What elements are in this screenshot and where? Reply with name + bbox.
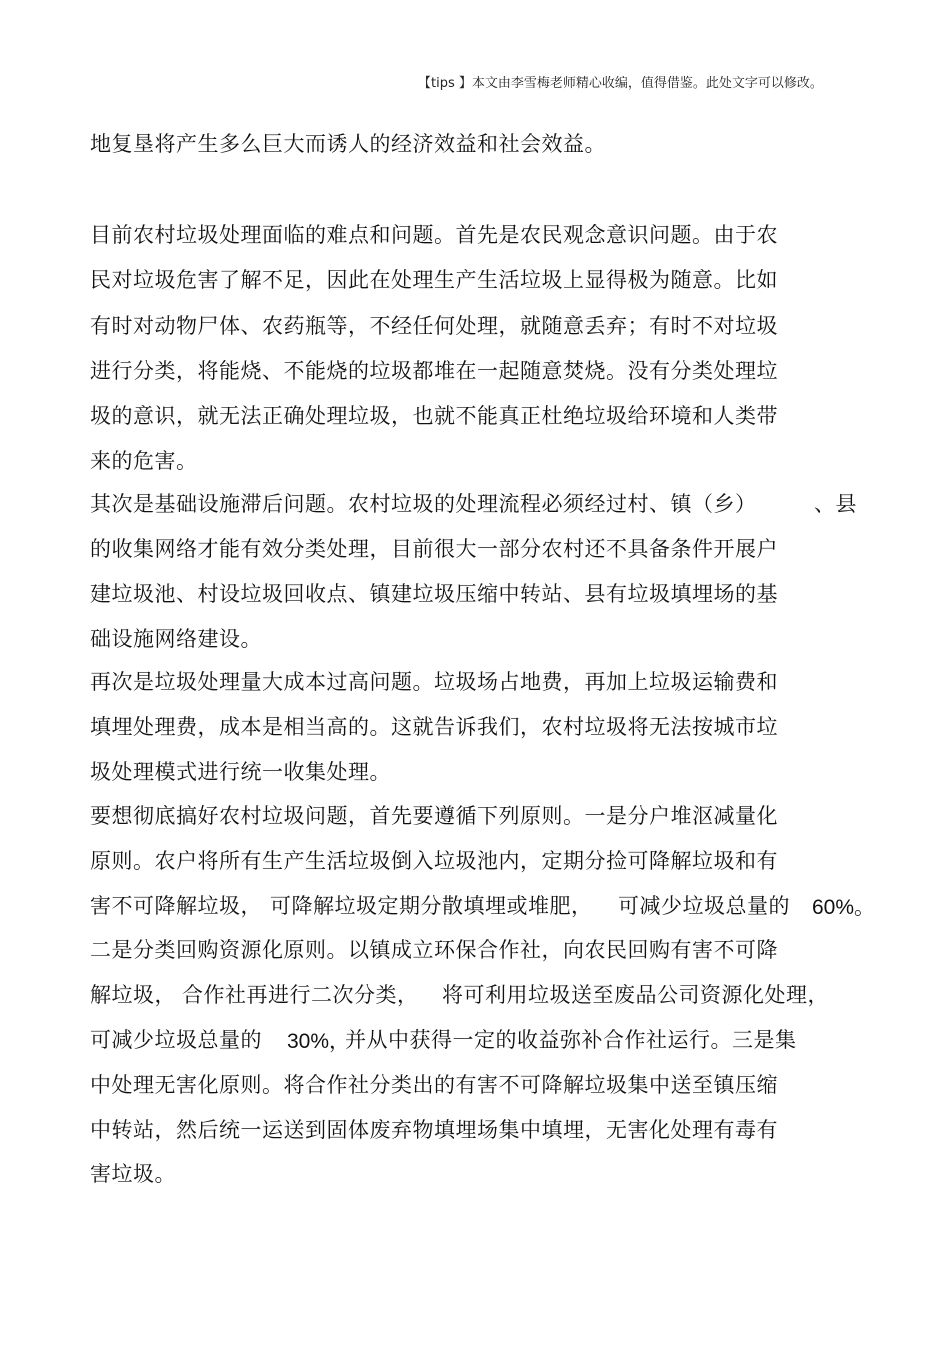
paragraph-line: 础设施网络建设。 [90,627,262,651]
paragraph-line: 来的危害。 [90,449,198,473]
paragraph-line: 二是分类回购资源化原则。以镇成立环保合作社，向农民回购有害不可降 [90,938,778,962]
paragraph-line: 再次是垃圾处理量大成本过高问题。垃圾场占地费，再加上垃圾运输费和 [90,670,778,694]
percentage-value: 60%。 [812,896,876,919]
paragraph-line: 可减少垃圾总量的 [90,1028,262,1052]
paragraph-line: 害垃圾。 [90,1162,176,1186]
paragraph-line: 中处理无害化原则。将合作社分类出的有害不可降解垃圾集中送至镇压缩 [90,1073,778,1097]
paragraph-line-fragment: 、县 [814,492,857,516]
paragraph-line: 填埋处理费，成本是相当高的。这就告诉我们，农村垃圾将无法按城市垃 [90,715,778,739]
paragraph-line: 原则。农户将所有生产生活垃圾倒入垃圾池内，定期分捡可降解垃圾和有 [90,849,778,873]
paragraph-line: 民对垃圾危害了解不足，因此在处理生产生活垃圾上显得极为随意。比如 [90,268,778,292]
paragraph-line: 其次是基础设施滞后问题。农村垃圾的处理流程必须经过村、镇（乡） [90,492,757,516]
paragraph-line-fragment: 可减少垃圾总量的 [618,894,790,918]
paragraph-line: 的收集网络才能有效分类处理，目前很大一部分农村还不具备条件开展户 [90,537,778,561]
paragraph-line: 进行分类，将能烧、不能烧的垃圾都堆在一起随意焚烧。没有分类处理垃 [90,359,778,383]
paragraph-line-fragment: 可降解垃圾定期分散填埋或堆肥， [270,894,593,918]
paragraph-line: 有时对动物尸体、农药瓶等，不经任何处理，就随意丢弃；有时不对垃圾 [90,314,778,338]
paragraph-line-fragment: 并从中获得一定的收益弥补合作社运行。三是集 [345,1028,797,1052]
paragraph-line-fragment: 将可利用垃圾送至废品公司资源化处理， [442,983,829,1007]
paragraph-line: 中转站，然后统一运送到固体废弃物填埋场集中填埋，无害化处理有毒有 [90,1118,778,1142]
paragraph-line: 圾的意识，就无法正确处理垃圾，也就不能真正杜绝垃圾给环境和人类带 [90,404,778,428]
paragraph-line-fragment: 合作社再进行二次分类， [182,983,419,1007]
tips-header: 【tips 】本文由李雪梅老师精心收编，值得借鉴。此处文字可以修改。 [418,76,823,91]
paragraph-line: 解垃圾， [90,983,176,1007]
paragraph-line: 圾处理模式进行统一收集处理。 [90,760,391,784]
paragraph-line: 目前农村垃圾处理面临的难点和问题。首先是农民观念意识问题。由于农 [90,223,778,247]
percentage-value: 30%， [287,1030,351,1053]
paragraph-line: 害不可降解垃圾， [90,894,262,918]
paragraph-line: 建垃圾池、村设垃圾回收点、镇建垃圾压缩中转站、县有垃圾填埋场的基 [90,582,778,606]
paragraph-line: 地复垦将产生多么巨大而诱人的经济效益和社会效益。 [90,132,606,156]
paragraph-line: 要想彻底搞好农村垃圾问题，首先要遵循下列原则。一是分户堆沤减量化 [90,804,778,828]
